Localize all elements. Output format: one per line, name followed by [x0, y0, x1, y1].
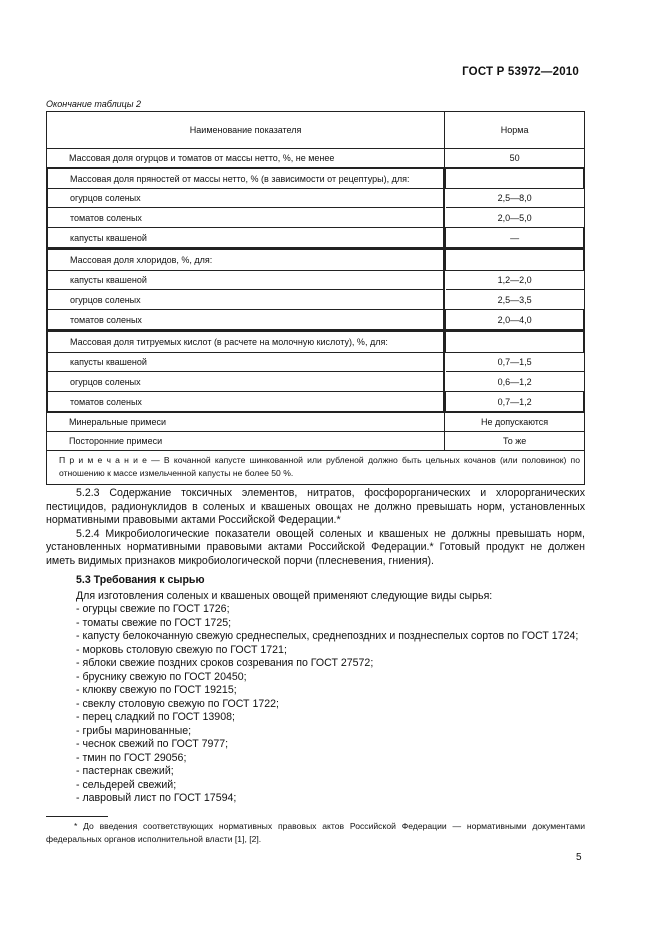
column-header-norm: Норма: [445, 112, 585, 149]
row-name: Минеральные примеси: [47, 413, 445, 432]
list-item: - свеклу столовую свежую по ГОСТ 1722;: [76, 697, 279, 710]
row-norm: 50: [445, 149, 585, 168]
page-number: 5: [576, 852, 582, 863]
main-text: [46, 487, 585, 806]
list-item: - пастернак свежий;: [76, 765, 174, 777]
table-header-row: [47, 112, 585, 149]
list-item: - томаты свежие по ГОСТ 1725;: [76, 616, 232, 629]
section-heading-5-3: 5.3 Требования к сырью: [76, 574, 205, 586]
list-item: - чеснок свежий по ГОСТ 7977;: [76, 738, 229, 750]
table-row: [47, 413, 585, 432]
footnote: * До введения соответствующих нормативных правовых актов Российской Федерации — нормативными документами федеральных органов исполнительной власти [1], [2].: [46, 821, 585, 844]
row-name: капусты квашеной: [48, 271, 444, 290]
row-name: томатов соленых: [48, 208, 444, 228]
table-note-row: [47, 451, 585, 485]
indicators-table: [46, 111, 585, 485]
row-norm: [446, 169, 584, 189]
list-item: - лавровый лист по ГОСТ 17594;: [76, 792, 237, 804]
table-row-group: [47, 331, 585, 413]
row-norm: [446, 332, 584, 353]
paragraph-5-2-4: 5.2.4 Микробиологические показатели овощей соленых и квашеных не должны превышать норм, установленных нормативными правовыми актами Российской Федерации.* Готовый продукт не должен иметь видимых признаков микробиологической порчи (плесневения, гниения).: [46, 527, 585, 567]
row-name: Массовая доля хлоридов, %, для:: [48, 250, 444, 271]
row-norm: 1,2—2,0: [446, 271, 584, 290]
raw-materials-intro: Для изготовления соленых и квашеных овощей применяют следующие виды сырья:: [76, 589, 493, 602]
document-code: ГОСТ Р 53972—2010: [462, 66, 579, 78]
list-item: - морковь столовую свежую по ГОСТ 1721;: [76, 643, 287, 656]
list-item: - перец сладкий по ГОСТ 13908;: [76, 711, 235, 723]
table-row-group: [47, 249, 585, 331]
raw-materials-list: [46, 603, 585, 806]
list-item: - капусту белокочанную свежую среднеспелых, среднепоздних и позднеспелых сортов по ГОСТ 1724;: [76, 630, 579, 642]
column-header-name: Наименование показателя: [47, 112, 445, 149]
row-name: огурцов соленых: [48, 189, 444, 208]
row-norm: —: [446, 228, 584, 248]
paragraph-5-2-3: 5.2.3 Содержание токсичных элементов, нитратов, фосфорорганических и хлорорганических пестицидов, радионуклидов в соленых и квашеных овощах не должно превышать норм, установленных нормативными правовыми актами Российской Федерации.*: [46, 487, 585, 526]
footnote-separator: [46, 816, 108, 817]
list-item: - огурцы свежие по ГОСТ 1726;: [76, 603, 230, 615]
list-item: - сельдерей свежий;: [76, 778, 177, 791]
row-norm: [446, 250, 584, 271]
row-norm: Не допускаются: [445, 413, 585, 432]
row-name: огурцов соленых: [48, 372, 444, 392]
table-row: [47, 432, 585, 451]
row-norm: 2,5—3,5: [446, 290, 584, 310]
row-name: огурцов соленых: [48, 290, 444, 310]
row-norm: 2,0—4,0: [446, 310, 584, 330]
table-row: [47, 149, 585, 168]
row-name: Массовая доля титруемых кислот (в расчете на молочную кислоту), %, для:: [48, 332, 444, 353]
row-norm: 2,0—5,0: [446, 208, 584, 228]
table-note: П р и м е ч а н и е — В кочанной капусте шинкованной или рубленой должно быть цельных кочанов (или половинок) по отношению к массе измельченной капусты не более 50 %.: [47, 451, 585, 485]
row-norm: 0,7—1,2: [446, 392, 584, 412]
list-item: - тмин по ГОСТ 29056;: [76, 751, 187, 764]
row-name: Посторонние примеси: [47, 432, 445, 451]
list-item: - яблоки свежие поздних сроков созревания по ГОСТ 27572;: [76, 657, 374, 669]
table-caption: Окончание таблицы 2: [46, 99, 141, 109]
row-norm: То же: [445, 432, 585, 451]
row-norm: 0,7—1,5: [446, 353, 584, 372]
list-item: - клюкву свежую по ГОСТ 19215;: [76, 684, 237, 696]
row-name: капусты квашеной: [48, 353, 444, 372]
row-name: томатов соленых: [48, 392, 444, 412]
row-norm: 2,5—8,0: [446, 189, 584, 208]
row-name: капусты квашеной: [48, 228, 444, 248]
row-name: томатов соленых: [48, 310, 444, 330]
row-name: Массовая доля пряностей от массы нетто, % (в зависимости от рецептуры), для:: [48, 169, 444, 189]
row-name: Массовая доля огурцов и томатов от массы нетто, %, не менее: [47, 149, 445, 168]
list-item: - грибы маринованные;: [76, 724, 192, 737]
list-item: - бруснику свежую по ГОСТ 20450;: [76, 670, 247, 683]
table-row-group: [47, 168, 585, 249]
row-norm: 0,6—1,2: [446, 372, 584, 392]
